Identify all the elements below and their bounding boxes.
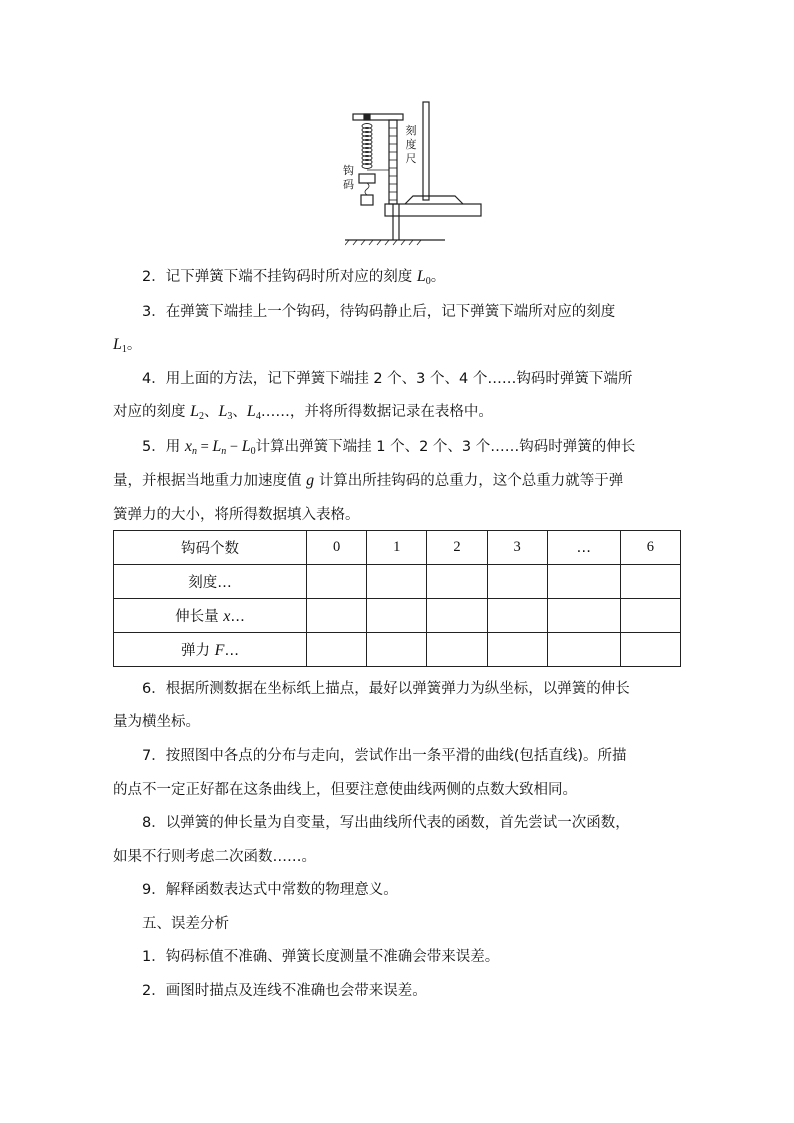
hook-weight-top [359,174,375,183]
table-cell [307,599,367,633]
table-cell [307,633,367,667]
step-6-line2: 量为横坐标。 [113,714,200,730]
step-6-line1: 6．根据所测数据在坐标纸上描点，最好以弹簧弹力为纵坐标，以弹簧的伸长 [142,681,630,697]
table-header-cell: 0 [307,531,367,565]
table-cell [487,565,547,599]
step-2: 2．记下弹簧下端不挂钩码时所对应的刻度 $L_0$。 [142,268,446,287]
table-cell [487,599,547,633]
data-table [113,530,681,667]
ruler-ticks [389,128,397,200]
step-5-line1: 5．用 $x_n = L_n - L_0$计算出弹簧下端挂 1 个、2 个、3 个……钩码时弹簧的伸长 [142,438,636,457]
step-5-line3: 簧弹力的大小，将所得数据填入表格。 [113,507,360,523]
ruler [389,120,397,204]
step-9: 9．解释函数表达式中常数的物理意义。 [142,882,398,898]
table-cell [367,599,427,633]
table-cell [487,633,547,667]
step-4-line2: 对应的刻度 $L_2$、$L_3$、$L_4\dots\dots$，并将所得数据记录在表格中。 [113,403,493,422]
table-row [114,599,681,633]
stand-post [423,102,429,200]
spring-clamp [364,114,370,120]
spring-coils [362,124,372,169]
table-header-cell: … [547,531,620,565]
weight-label: 钩码 [343,164,354,191]
step-3-line2: $L_1$。 [113,336,142,355]
step-7-line1: 7．按照图中各点的分布与走向，尝试作出一条平滑的曲线(包括直线)。所描 [142,748,627,764]
table-cell [367,633,427,667]
table-cell [620,633,680,667]
step-3-line1: 3．在弹簧下端挂上一个钩码，待钩码静止后，记下弹簧下端所对应的刻度 [142,304,616,320]
error-item-1: 1．钩码标值不准确、弹簧长度测量不准确会带来误差。 [142,949,500,965]
table-header-cell: 3 [487,531,547,565]
table-row [114,633,681,667]
table-cell [367,565,427,599]
step-4-line1: 4．用上面的方法，记下弹簧下端挂 2 个、3 个、4 个……钩码时弹簧下端所 [142,371,633,387]
row-label-force: 弹力 F… [114,633,307,667]
ruler-label: 刻度尺 [405,124,417,165]
row-label-extension: 伸长量 x… [114,599,307,633]
step-8-line2: 如果不行则考虑二次函数……。 [113,849,316,865]
top-beam [353,114,403,120]
table-header-row [114,531,681,565]
hook-weight-bottom [361,195,373,205]
table-row [114,565,681,599]
row-label-scale: 刻度… [114,565,307,599]
table-cell [547,633,620,667]
ground-hatch [345,240,421,245]
table-cell [547,599,620,633]
table-header-cell: 6 [620,531,680,565]
step-5-line2: 量，并根据当地重力加速度值 g 计算出所挂钩码的总重力，这个总重力就等于弹 [113,472,624,489]
table-header-cell: 钩码个数 [114,531,307,565]
table-header-cell: 2 [427,531,487,565]
table-header-cell: 1 [367,531,427,565]
step-7-line2: 的点不一定正好都在这条曲线上，但要注意使曲线两侧的点数大致相同。 [113,782,577,798]
spring-apparatus-diagram [345,100,485,250]
step-2-text: 2．记下弹簧下端不挂钩码时所对应的刻度 [142,269,417,285]
section-title-error-analysis: 五、误差分析 [142,916,229,932]
step-8-line1: 8．以弹簧的伸长量为自变量，写出曲线所代表的函数，首先尝试一次函数， [142,815,630,831]
table-cell [547,565,620,599]
table-cell [307,565,367,599]
table-cell [427,599,487,633]
error-item-2: 2．画图时描点及连线不准确也会带来误差。 [142,983,427,999]
table-cell [620,565,680,599]
base-clamp [405,196,463,204]
spring-experiment-figure [345,100,485,250]
table-cell [620,599,680,633]
table-cell [427,633,487,667]
table-cell [427,565,487,599]
